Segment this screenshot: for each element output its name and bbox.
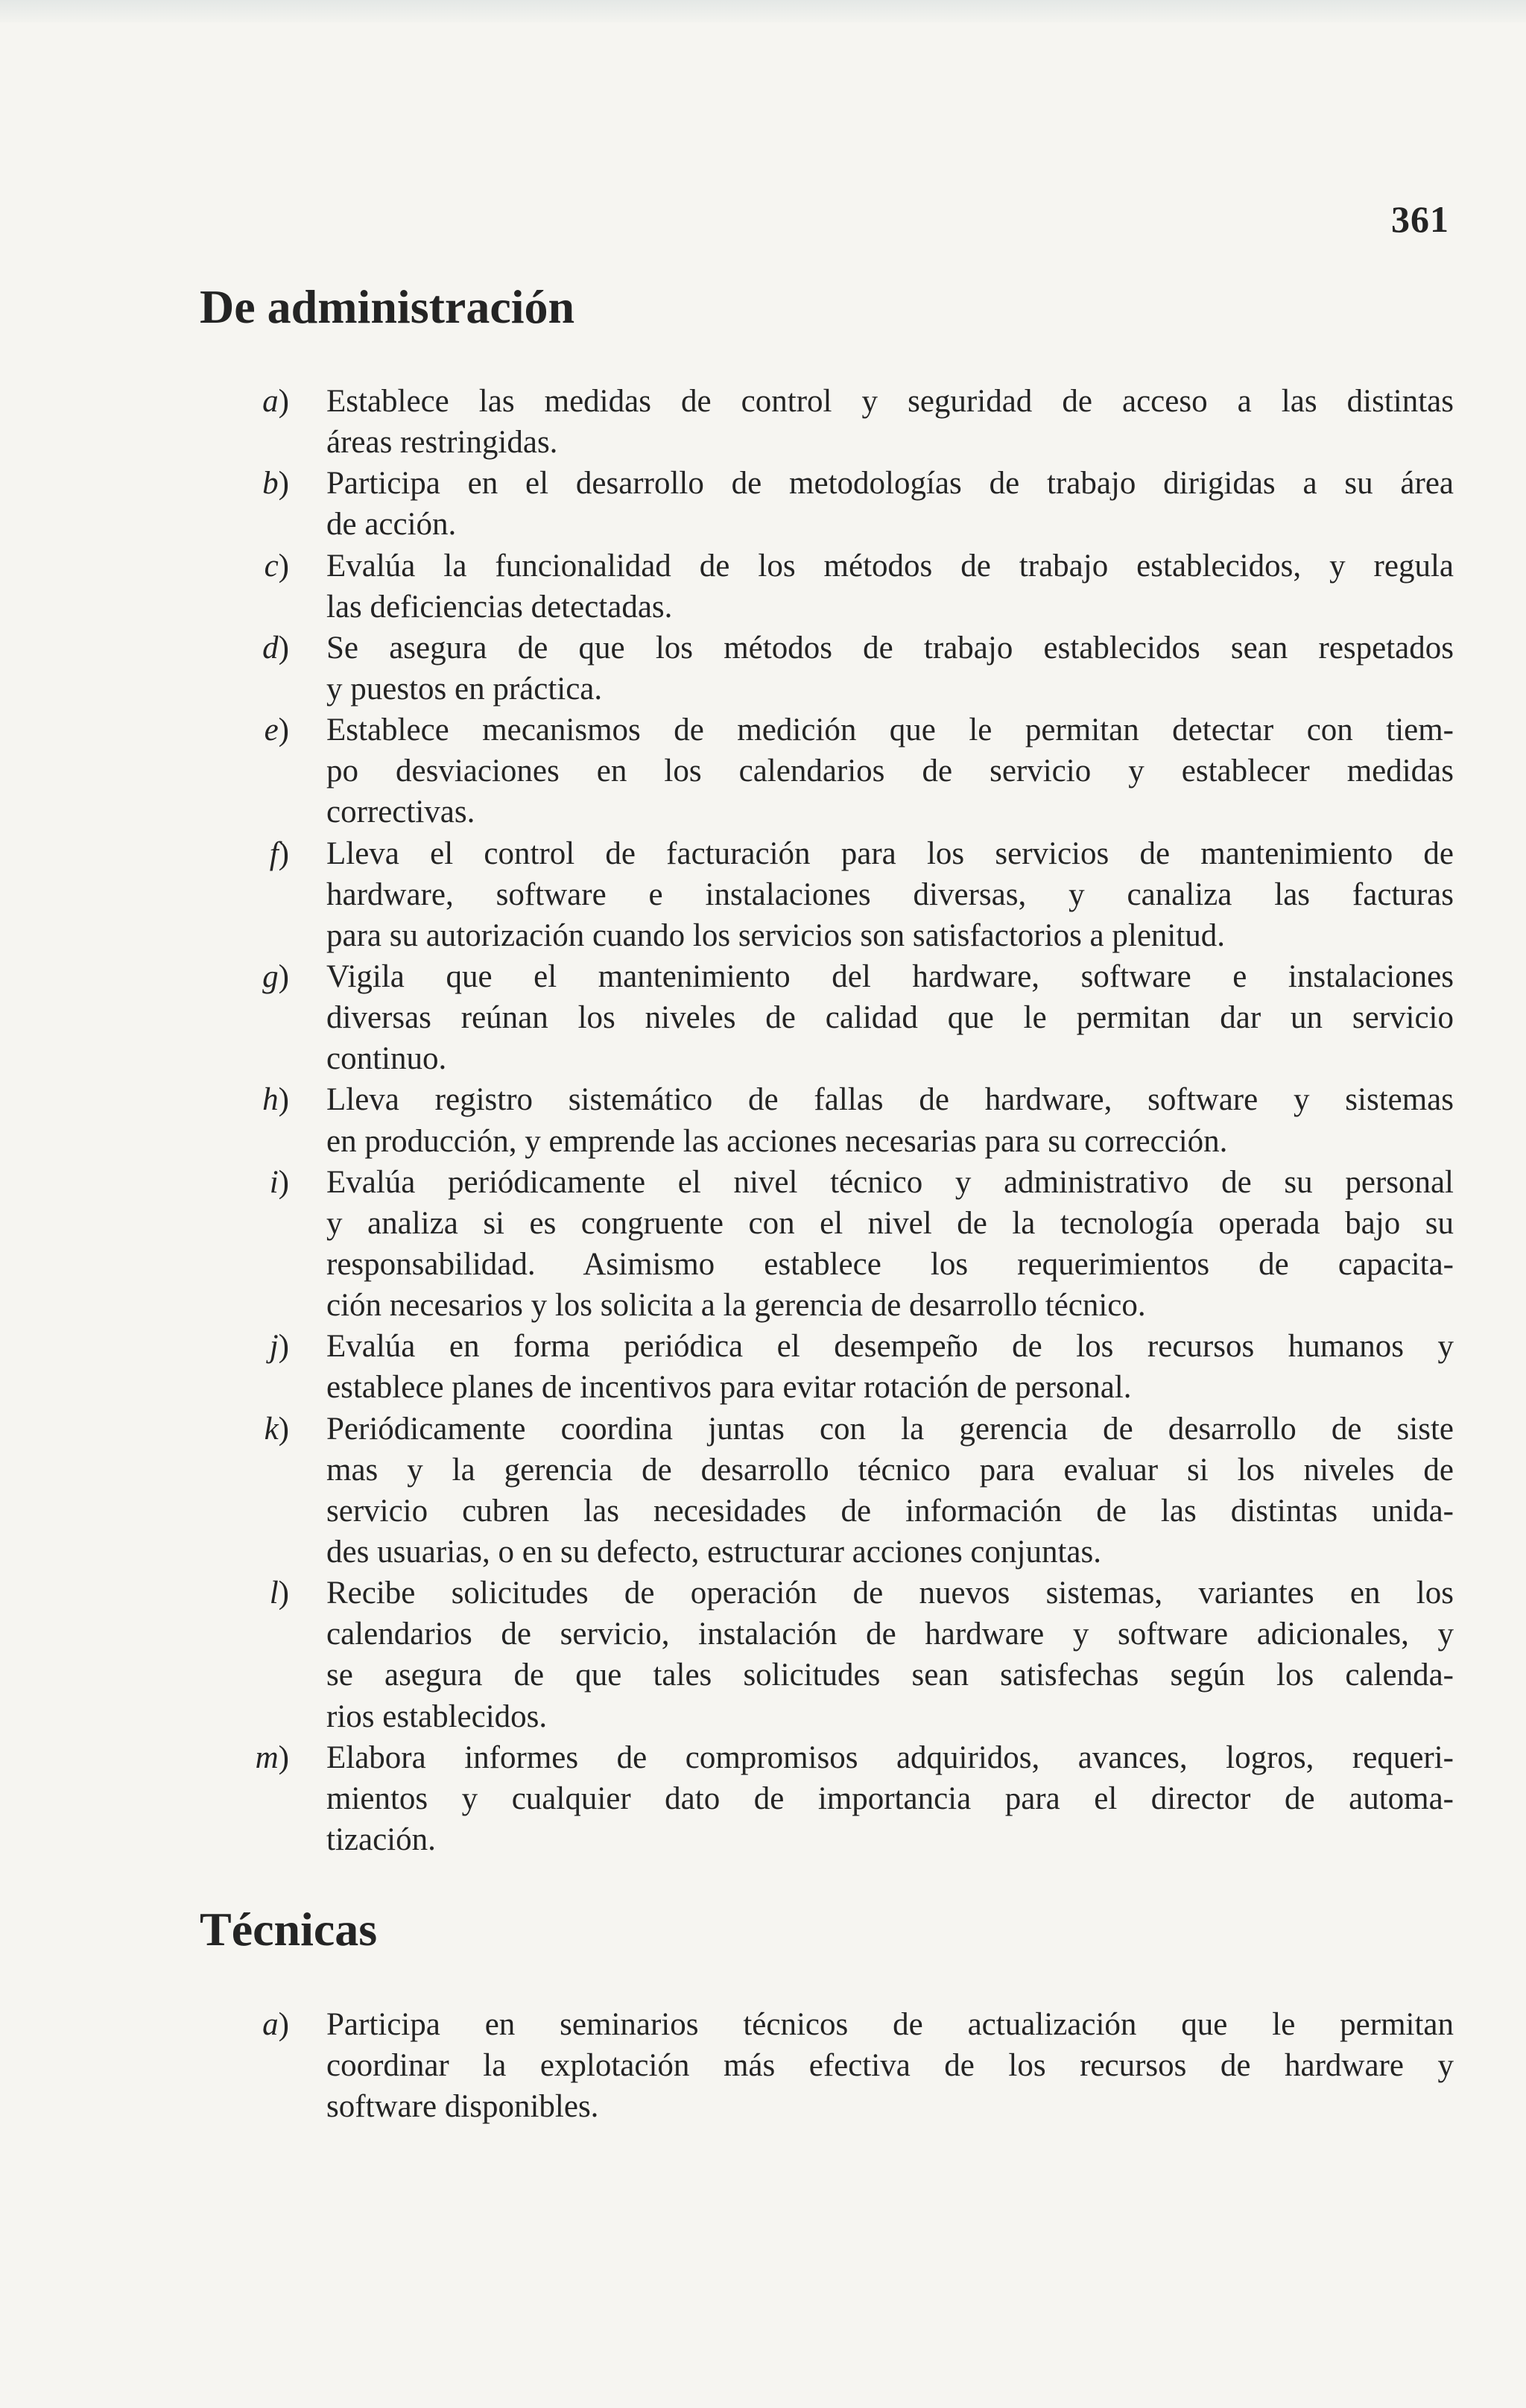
text-line: áreas restringidas.: [326, 425, 558, 461]
text-line: correctivas.: [326, 794, 475, 830]
item-label: [224, 546, 289, 587]
text-line: mas y la gerencia de desarrollo técnico para evaluar si los niveles de: [326, 1452, 1454, 1488]
duties-list-administracion: [224, 381, 1454, 1860]
item-text: [326, 1079, 1454, 1161]
text-line: Participa en seminarios técnicos de actualización que le permitan: [326, 2007, 1454, 2042]
list-item: [224, 1737, 1454, 1860]
item-text: [326, 546, 1454, 628]
item-text: [326, 1409, 1454, 1573]
section-heading-administracion: De administración: [200, 280, 575, 333]
text-line: Evalúa periódicamente el nivel técnico y administrativo de su personal: [326, 1164, 1454, 1200]
text-line: continuo.: [326, 1041, 447, 1077]
text-line: ción necesarios y los solicita a la gerencia de desarrollo técnico.: [326, 1288, 1146, 1324]
item-text: [326, 381, 1454, 463]
item-label: [224, 1326, 289, 1367]
text-line: rios establecidos.: [326, 1698, 548, 1734]
item-text: [326, 710, 1454, 832]
item-label-letter: e: [264, 712, 279, 748]
text-line: las deficiencias detectadas.: [326, 589, 673, 625]
text-line: Establece las medidas de control y seguridad de acceso a las distintas: [326, 384, 1454, 419]
text-line: tización.: [326, 1821, 436, 1857]
item-label-paren: ): [278, 712, 289, 748]
item-label-letter: b: [262, 466, 279, 502]
list-item: [224, 710, 1454, 832]
list-item: [224, 463, 1454, 545]
item-text: [326, 2004, 1454, 2127]
text-line: Evalúa la funcionalidad de los métodos de trabajo establecidos, y regula: [326, 548, 1454, 584]
item-label-paren: ): [278, 1576, 289, 1611]
text-line: Elabora informes de compromisos adquiridos, avances, logros, requeri-: [326, 1739, 1454, 1775]
duties-list-tecnicas: [224, 2004, 1454, 2127]
item-text: [326, 1162, 1454, 1327]
text-line: coordinar la explotación más efectiva de los recursos de hardware y: [326, 2048, 1454, 2084]
item-label-letter: m: [255, 1739, 279, 1775]
text-line: y puestos en práctica.: [326, 671, 603, 707]
scan-edge: [0, 0, 1526, 22]
item-label-paren: ): [278, 2007, 289, 2042]
item-text: [326, 833, 1454, 956]
list-item: [224, 381, 1454, 463]
list-item: [224, 956, 1454, 1079]
item-label-paren: ): [278, 835, 289, 871]
text-line: establece planes de incentivos para evitar rotación de personal.: [326, 1370, 1132, 1406]
text-line: diversas reúnan los niveles de calidad que le permitan dar un servicio: [326, 1000, 1454, 1036]
item-label: [224, 1079, 289, 1120]
item-label-letter: a: [262, 384, 279, 419]
item-label-paren: ): [278, 1329, 289, 1365]
item-label-letter: g: [262, 958, 279, 994]
item-label-paren: ): [278, 1411, 289, 1447]
text-line: mientos y cualquier dato de importancia para el director de automa-: [326, 1780, 1454, 1816]
item-label-letter: i: [269, 1164, 279, 1200]
item-text: [326, 1326, 1454, 1408]
item-label: [224, 2004, 289, 2045]
item-label: [224, 833, 289, 874]
item-label: [224, 1409, 289, 1450]
item-label: [224, 381, 289, 422]
text-line: servicio cubren las necesidades de información de las distintas unida-: [326, 1493, 1454, 1529]
item-label-letter: h: [262, 1082, 279, 1118]
item-label: [224, 1737, 289, 1778]
item-label-paren: ): [278, 384, 289, 419]
text-line: responsabilidad. Asimismo establece los requerimientos de capacita-: [326, 1246, 1454, 1282]
list-item: [224, 546, 1454, 628]
item-label: [224, 710, 289, 750]
text-line: des usuarias, o en su defecto, estructurar acciones conjuntas.: [326, 1534, 1101, 1570]
item-text: [326, 1573, 1454, 1737]
list-item: [224, 628, 1454, 710]
list-item: [224, 1409, 1454, 1573]
text-line: Participa en el desarrollo de metodologías de trabajo dirigidas a su área: [326, 466, 1454, 502]
item-label-letter: c: [264, 548, 279, 584]
page-number: 361: [1391, 198, 1449, 240]
item-label-paren: ): [278, 1739, 289, 1775]
item-label-paren: ): [278, 466, 289, 502]
item-text: [326, 1737, 1454, 1860]
list-item: [224, 1162, 1454, 1327]
item-label: [224, 628, 289, 669]
item-label: [224, 956, 289, 997]
text-line: en producción, y emprende las acciones necesarias para su corrección.: [326, 1123, 1228, 1159]
list-item: [224, 1079, 1454, 1161]
item-label: [224, 463, 289, 504]
text-line: calendarios de servicio, instalación de hardware y software adicionales, y: [326, 1617, 1454, 1652]
item-text: [326, 628, 1454, 710]
text-line: para su autorización cuando los servicios son satisfactorios a plenitud.: [326, 917, 1226, 953]
item-label-letter: l: [269, 1576, 279, 1611]
item-text: [326, 463, 1454, 545]
text-line: Se asegura de que los métodos de trabajo establecidos sean respetados: [326, 630, 1454, 666]
list-item: [224, 1573, 1454, 1737]
text-line: Lleva registro sistemático de fallas de hardware, software y sistemas: [326, 1082, 1454, 1118]
item-label: [224, 1162, 289, 1203]
item-label-paren: ): [278, 1082, 289, 1118]
item-label-paren: ): [278, 958, 289, 994]
item-label-paren: ): [278, 630, 289, 666]
text-line: y analiza si es congruente con el nivel de la tecnología operada bajo su: [326, 1205, 1454, 1241]
text-line: software disponibles.: [326, 2089, 599, 2125]
list-item: [224, 1326, 1454, 1408]
text-line: Vigila que el mantenimiento del hardware, software e instalaciones: [326, 958, 1454, 994]
item-label-letter: a: [262, 2007, 279, 2042]
section-heading-tecnicas: Técnicas: [200, 1903, 378, 1956]
item-label-letter: f: [269, 835, 279, 871]
item-label-letter: k: [264, 1411, 279, 1447]
text-line: hardware, software e instalaciones diversas, y canaliza las facturas: [326, 876, 1454, 912]
item-label: [224, 1573, 289, 1614]
text-line: Lleva el control de facturación para los servicios de mantenimiento de: [326, 835, 1454, 871]
text-line: de acción.: [326, 507, 457, 543]
text-line: Establece mecanismos de medición que le permitan detectar con tiem-: [326, 712, 1454, 748]
item-label-paren: ): [278, 1164, 289, 1200]
text-line: po desviaciones en los calendarios de servicio y establecer medidas: [326, 753, 1454, 789]
list-item: [224, 833, 1454, 956]
item-text: [326, 956, 1454, 1079]
item-label-paren: ): [278, 548, 289, 584]
item-label-letter: j: [269, 1329, 279, 1365]
text-line: Recibe solicitudes de operación de nuevos sistemas, variantes en los: [326, 1576, 1454, 1611]
text-line: Periódicamente coordina juntas con la gerencia de desarrollo de siste: [326, 1411, 1454, 1447]
text-line: se asegura de que tales solicitudes sean satisfechas según los calenda-: [326, 1658, 1454, 1693]
item-label-letter: d: [262, 630, 279, 666]
text-line: Evalúa en forma periódica el desempeño de los recursos humanos y: [326, 1329, 1454, 1365]
list-item: [224, 2004, 1454, 2127]
